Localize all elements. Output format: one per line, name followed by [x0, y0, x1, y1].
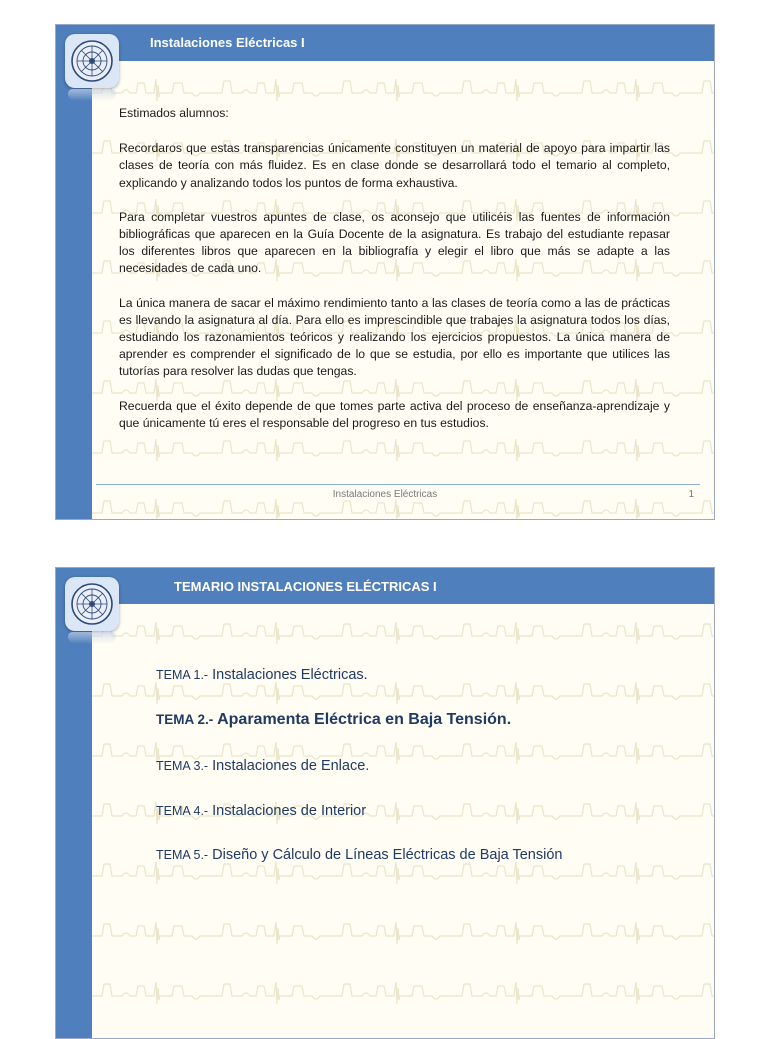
footer-text: Instalaciones Eléctricas — [332, 489, 438, 500]
tema-title: Instalaciones Eléctricas. — [208, 667, 368, 683]
tema-number: TEMA 2.- — [156, 712, 214, 727]
tema-item-1 — [156, 666, 368, 684]
tema-item-5 — [156, 846, 562, 864]
tema-number: TEMA 4.- — [156, 804, 209, 818]
greeting: Estimados alumnos: — [119, 106, 229, 120]
paragraph: Recuerda que el éxito depende de que tomes parte activa del proceso de enseñanza-aprendizaje y que únicamente tú eres el responsable del progreso en tus estudios. — [119, 398, 670, 430]
tema-item-4 — [156, 802, 366, 820]
logo-reflection — [68, 632, 116, 644]
paragraph: Para completar vuestros apuntes de clase, os aconsejo que utilicéis las fuentes de información bibliográficas que aparecen en la Guía Docente de la asignatura. Es trabajo del estudiante repasar los diferentes libros que aparecen en la bibliografía y elegir el libro que más se adapte a las necesidades de cada uno. — [119, 209, 670, 276]
slide-2 — [55, 567, 715, 1039]
university-seal-icon — [65, 577, 119, 631]
tema-title: Aparamenta Eléctrica en Baja Tensión. — [213, 711, 512, 728]
slide-title: TEMARIO INSTALACIONES ELÉCTRICAS I — [174, 579, 437, 594]
paragraph: La única manera de sacar el máximo rendimiento tanto a las clases de teoría como a las de prácticas es llevando la asignatura al día. Para ello es imprescindible que trabajes la asignatura todos los días, estudiando los razonamientos teóricos y realizando los ejercicios propuestos. La única manera de aprender es comprender el significado de lo que se estudia, por ello es importante que utilices las tutorías para resolver las dudas que tengas. — [119, 295, 670, 379]
tema-item-3 — [156, 757, 369, 775]
tema-number: TEMA 1.- — [156, 668, 209, 682]
logo-reflection — [68, 89, 116, 101]
slide-title: Instalaciones Eléctricas I — [150, 35, 305, 50]
paragraph: Recordaros que estas transparencias únicamente constituyen un material de apoyo para impartir las clases de teoría con más fluidez. Es en clase donde se desarrollará todo el temario al completo, explicando y analizando todos los puntos de forma exhaustiva. — [119, 141, 670, 190]
tema-number: TEMA 5.- — [156, 848, 209, 862]
tema-number: TEMA 3.- — [156, 759, 209, 773]
tema-title: Diseño y Cálculo de Líneas Eléctricas de Baja Tensión — [208, 847, 563, 863]
slide-1 — [55, 24, 715, 520]
page-number: 1 — [688, 489, 694, 500]
slide-body — [119, 105, 670, 449]
tema-title: Instalaciones de Enlace. — [208, 758, 370, 774]
university-seal-icon — [65, 34, 119, 88]
tema-title: Instalaciones de Interior — [208, 803, 367, 819]
tema-item-2 — [156, 711, 511, 729]
footer-divider — [96, 484, 700, 485]
